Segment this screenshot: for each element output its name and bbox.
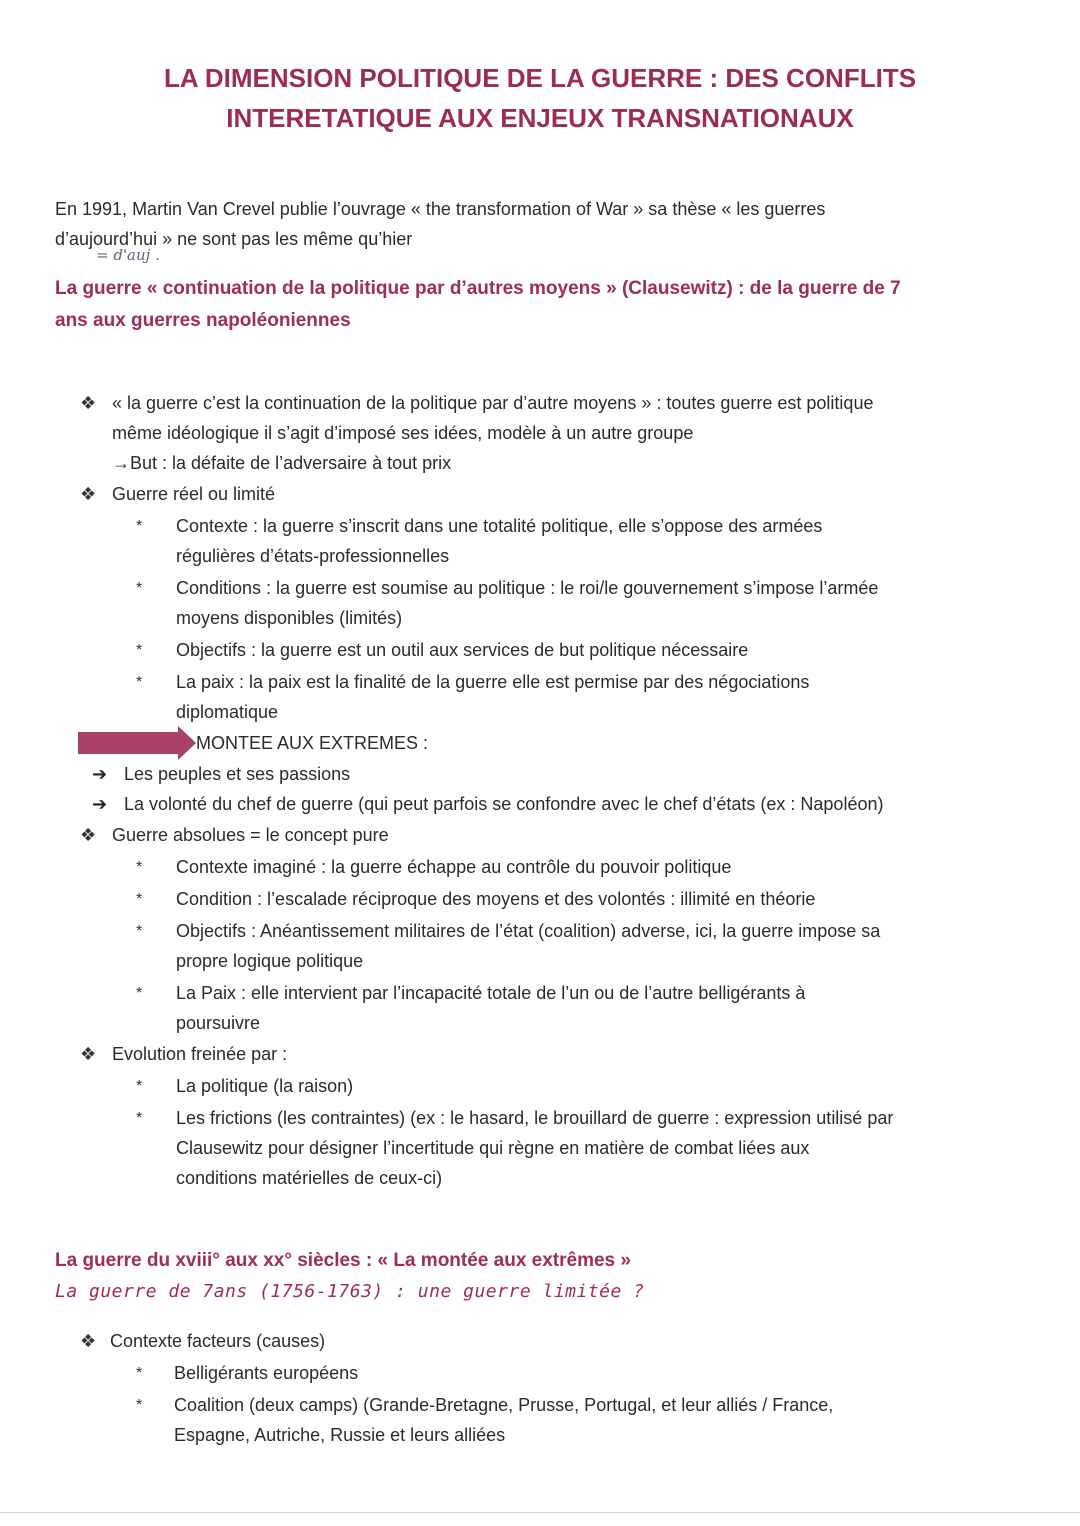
star-bullet-icon: * xyxy=(136,923,143,940)
sub-2-line-2: moyens disponibles (limités) xyxy=(176,608,403,628)
sub-8-line-1: La Paix : elle intervient par l’incapacité totale de l’un ou de l’autre belligérants à xyxy=(176,983,806,1003)
sub-9-text: La politique (la raison) xyxy=(176,1076,354,1096)
sub-7-line-2: propre logique politique xyxy=(176,951,364,971)
sub-5-text: Contexte imaginé : la guerre échappe au contrôle du pouvoir politique xyxy=(176,857,732,877)
title-line-2: INTERETATIQUE AUX ENJEUX TRANSNATIONAUX xyxy=(226,103,854,133)
bullet-1-line-2: même idéologique il s’agit d’imposé ses idées, modèle à un autre groupe xyxy=(112,423,694,443)
star-bullet-icon: * xyxy=(136,1365,143,1382)
section-1-heading-line-2: ans aux guerres napoléoniennes xyxy=(55,310,351,331)
star-bullet-icon: * xyxy=(136,891,143,908)
handwritten-note: = d'auj . xyxy=(96,246,160,264)
sub-2-line-1: Conditions : la guerre est soumise au politique : le roi/le gouvernement s’impose l’armée xyxy=(176,578,879,598)
section-1-heading xyxy=(55,273,1035,337)
star-bullet-icon: * xyxy=(136,674,143,691)
arrow-item-2: La volonté du chef de guerre (qui peut parfois se confondre avec le chef d’états (ex : Napoléon) xyxy=(124,794,884,814)
star-bullet-icon: * xyxy=(136,642,143,659)
sub-10-line-1: Les frictions (les contraintes) (ex : le hasard, le brouillard de guerre : expression utilisé par xyxy=(176,1108,894,1128)
star-bullet-icon: * xyxy=(136,1110,143,1127)
bullet-4-text: Evolution freinée par : xyxy=(112,1044,288,1064)
star-bullet-icon: * xyxy=(136,1078,143,1095)
diamond-bullet-icon: ❖ xyxy=(80,393,97,413)
section-2-bullet-1: Contexte facteurs (causes) xyxy=(110,1331,326,1351)
star-bullet-icon: * xyxy=(136,985,143,1002)
section-2-subheading: La guerre de 7ans (1756-1763) : une guerre limitée ? xyxy=(55,1281,645,1302)
sub-10-line-3: conditions matérielles de ceux-ci) xyxy=(176,1168,443,1188)
diamond-bullet-icon: ❖ xyxy=(80,484,97,504)
section-2-sub-1: Belligérants européens xyxy=(174,1363,359,1383)
sub-4-line-2: diplomatique xyxy=(176,702,279,722)
document-title xyxy=(0,58,1080,138)
intro-line-2: d’aujourd’hui » ne sont pas les même qu’hier xyxy=(55,229,413,249)
section-2-heading: La guerre du xviii° aux xx° siècles : « La montée aux extrêmes » xyxy=(55,1250,631,1271)
sub-3-text: Objectifs : la guerre est un outil aux services de but politique nécessaire xyxy=(176,640,749,660)
arrow-right-icon: ➔ xyxy=(92,764,108,784)
arrow-item-1: Les peuples et ses passions xyxy=(124,764,351,784)
bullet-3-text: Guerre absolues = le concept pure xyxy=(112,825,389,845)
section-1-heading-line-1: La guerre « continuation de la politique par d’autres moyens » (Clausewitz) : de la guerre de 7 xyxy=(55,278,901,299)
diamond-bullet-icon: ❖ xyxy=(80,1331,97,1351)
star-bullet-icon: * xyxy=(136,1397,143,1414)
star-bullet-icon: * xyxy=(136,859,143,876)
page-bottom-divider xyxy=(0,1512,1080,1513)
star-bullet-icon: * xyxy=(136,580,143,597)
sub-1-line-1: Contexte : la guerre s’inscrit dans une totalité politique, elle s’oppose des armées xyxy=(176,516,823,536)
intro-paragraph xyxy=(55,194,1015,254)
arrow-right-icon: ➔ xyxy=(92,794,108,814)
sub-8-line-2: poursuivre xyxy=(176,1013,261,1033)
sub-7-line-1: Objectifs : Anéantissement militaires de l’état (coalition) adverse, ici, la guerre impose sa xyxy=(176,921,881,941)
sub-6-text: Condition : l’escalade réciproque des moyens et des volontés : illimité en théorie xyxy=(176,889,816,909)
bullet-2-text: Guerre réel ou limité xyxy=(112,484,276,504)
diamond-bullet-icon: ❖ xyxy=(80,825,97,845)
section-2-sub-2-line-2: Espagne, Autriche, Russie et leurs alliées xyxy=(174,1425,506,1445)
sub-10-line-2: Clausewitz pour désigner l’incertitude qui règne en matière de combat liées aux xyxy=(176,1138,810,1158)
sub-1-line-2: régulières d’états-professionnelles xyxy=(176,546,450,566)
bullet-1-line-3: →But : la défaite de l’adversaire à tout prix xyxy=(112,453,452,473)
diamond-bullet-icon: ❖ xyxy=(80,1044,97,1064)
big-arrow-icon xyxy=(78,732,178,754)
intro-line-1: En 1991, Martin Van Crevel publie l’ouvrage « the transformation of War » sa thèse « les guerres xyxy=(55,199,826,219)
star-bullet-icon: * xyxy=(136,518,143,535)
montee-aux-extremes: MONTEE AUX EXTREMES : xyxy=(196,733,429,753)
sub-4-line-1: La paix : la paix est la finalité de la guerre elle est permise par des négociations xyxy=(176,672,810,692)
bullet-1-line-1: « la guerre c’est la continuation de la politique par d’autre moyens » : toutes guerre est politique xyxy=(112,393,874,413)
section-2-sub-2-line-1: Coalition (deux camps) (Grande-Bretagne, Prusse, Portugal, et leur alliés / France, xyxy=(174,1395,834,1415)
title-line-1: LA DIMENSION POLITIQUE DE LA GUERRE : DES CONFLITS xyxy=(163,63,917,93)
